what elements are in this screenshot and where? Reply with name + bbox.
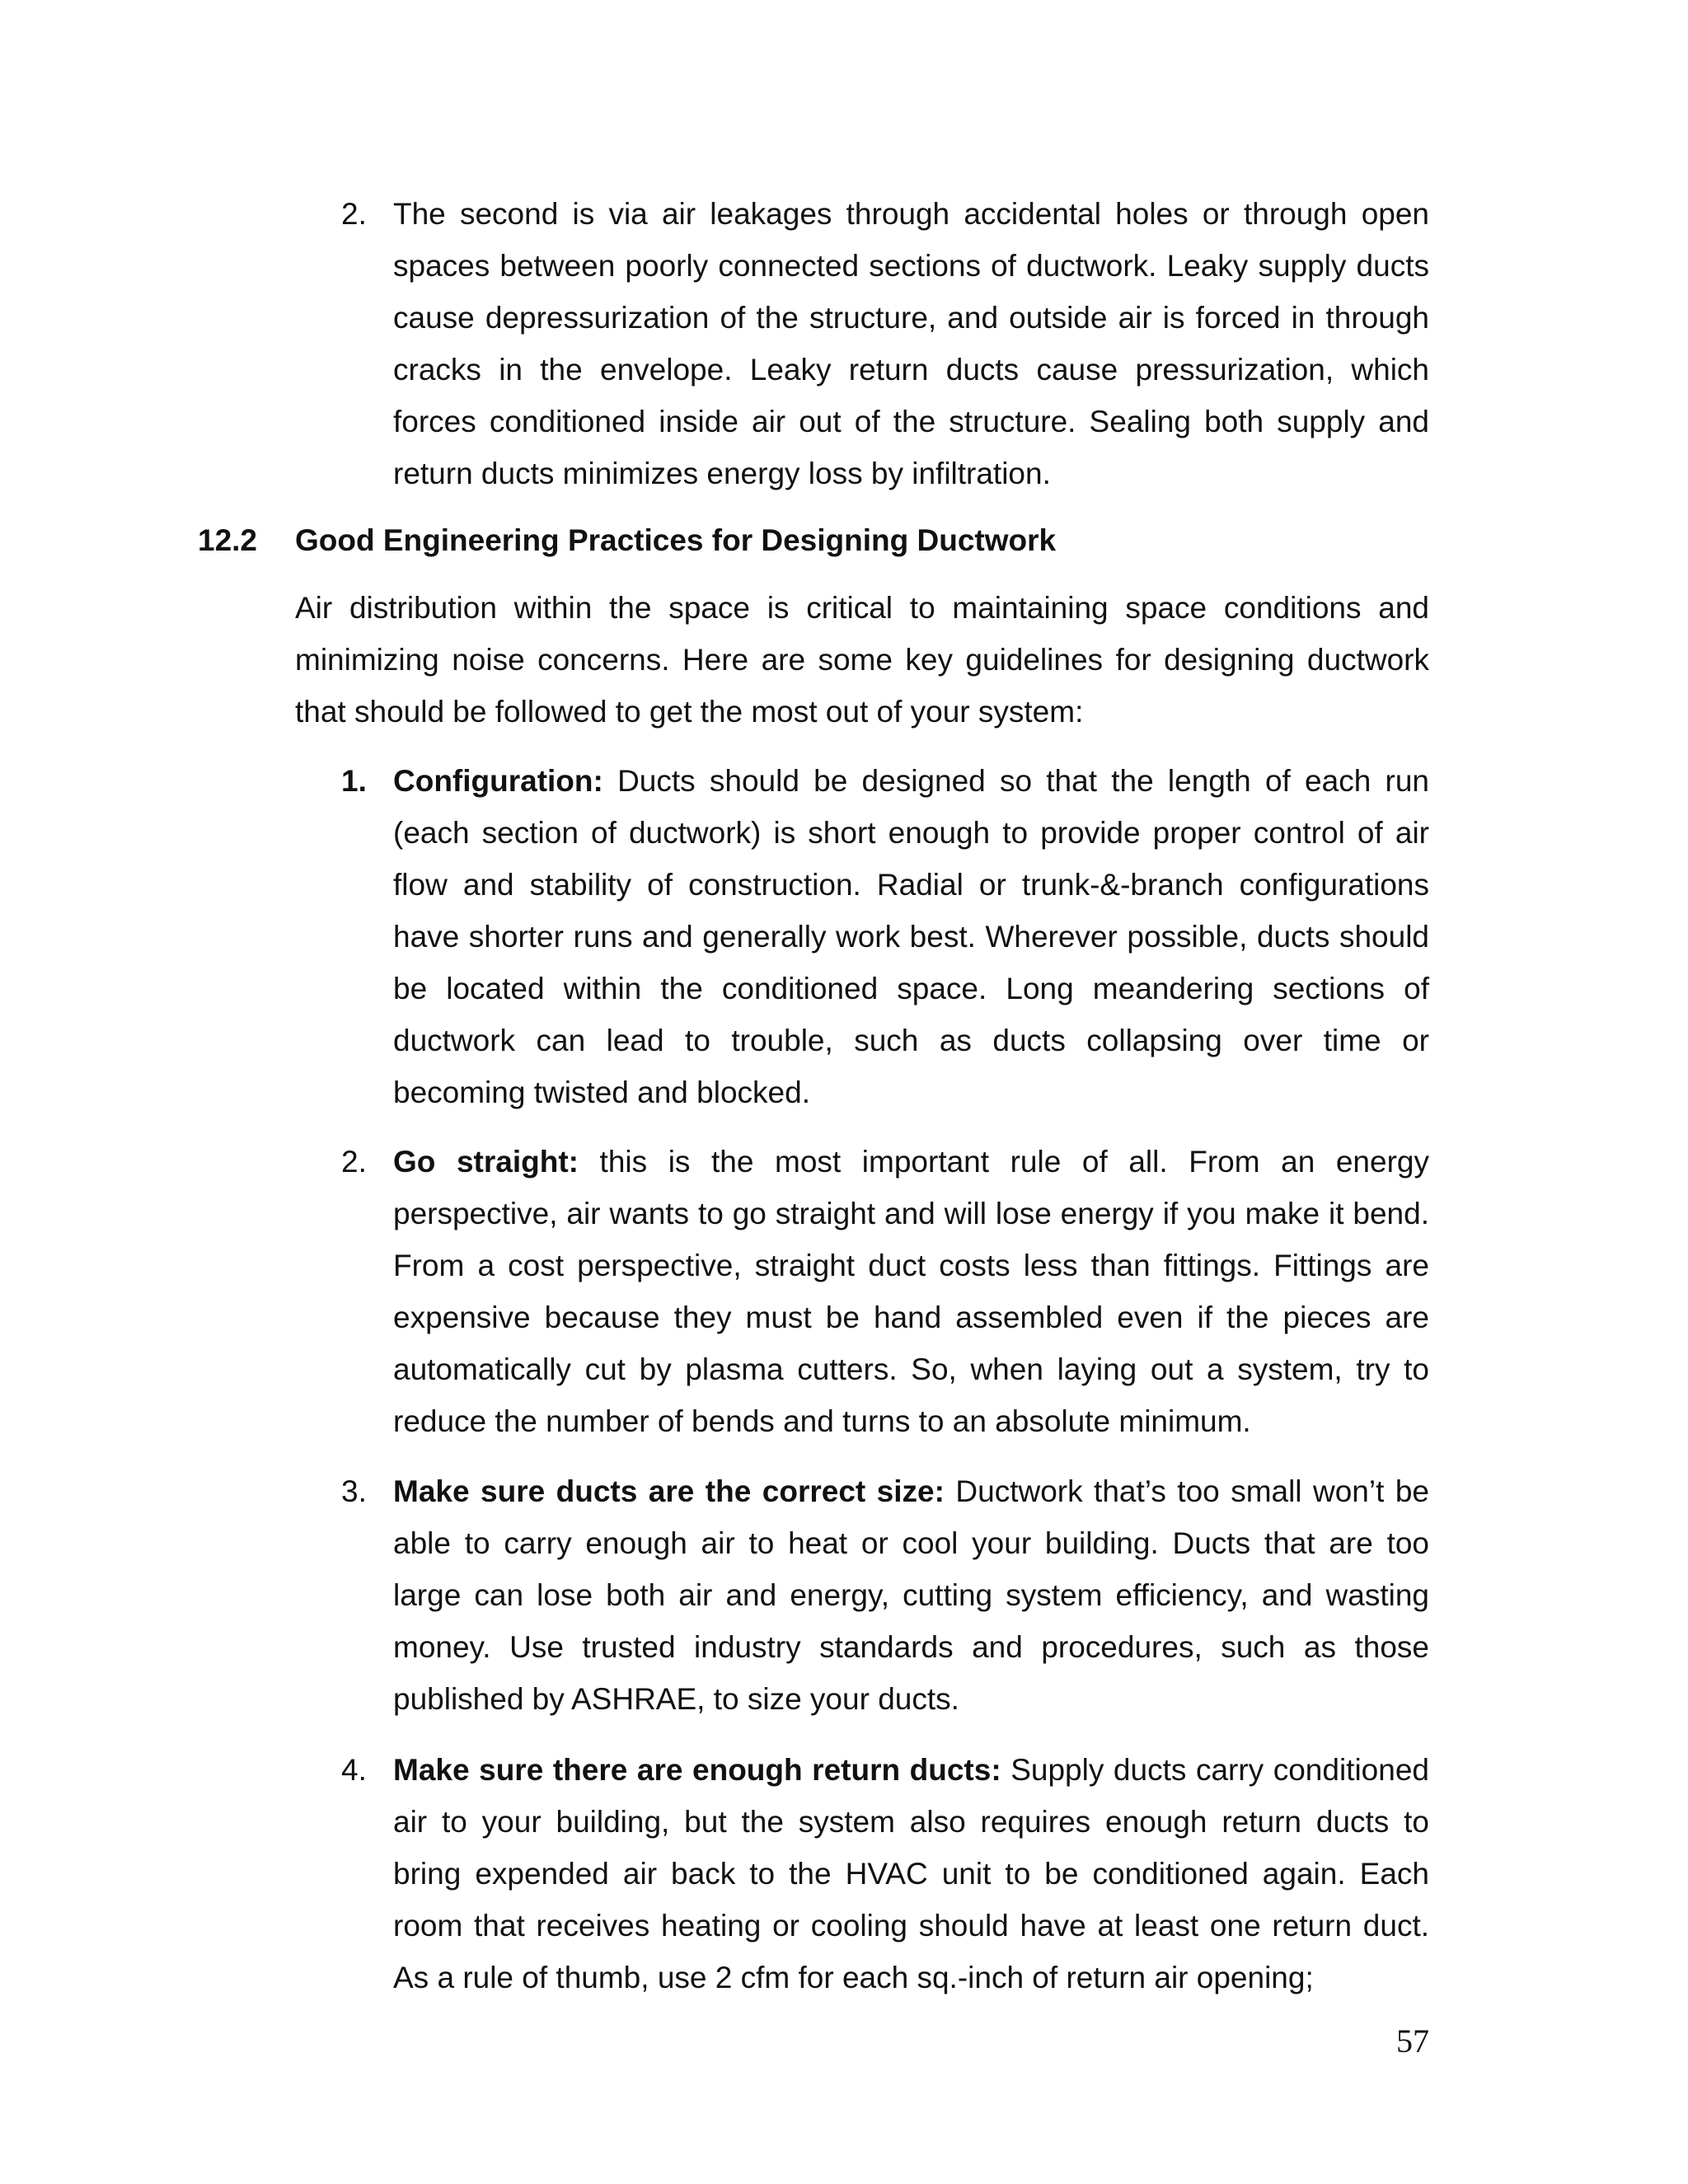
guideline-item bbox=[341, 1465, 1429, 1725]
guideline-title: Make sure ducts are the correct size: bbox=[393, 1474, 945, 1508]
section-intro-paragraph: Air distribution within the space is critical to maintaining space conditions and minimizing noise concerns. Here are some key guidelines for designing ductwork that should be followed to get the most out of your system: bbox=[295, 591, 1429, 729]
guideline-paragraph bbox=[393, 1744, 1429, 2004]
guideline-text: Ducts should be designed so that the length of each run (each section of ductwork) is short enough to provide proper control of air flow and stability of construction. Radial or trunk-&-branch configurations have shorter runs and generally work best. Wherever possible, ducts should be located within the conditioned space. Long meandering sections of ductwork can lead to trouble, such as ducts collapsing over time or becoming twisted and blocked. bbox=[393, 764, 1429, 1109]
guideline-title: Make sure there are enough return ducts: bbox=[393, 1753, 1001, 1787]
guideline-item bbox=[341, 1136, 1429, 1447]
section-title: Good Engineering Practices for Designing Ductwork bbox=[295, 523, 1057, 557]
section-number: 12.2 bbox=[198, 523, 258, 557]
guideline-text: this is the most important rule of all. From an energy perspective, air wants to go straight and will lose energy if you make it bend. From a cost perspective, straight duct costs less than fittings. Fittings are expensive because they must be hand assembled even if the pieces are automatically cut by plasma cutters. So, when laying out a system, try to reduce the number of bends and turns to an absolute minimum. bbox=[393, 1145, 1429, 1438]
list-item-number: 2. bbox=[341, 197, 367, 231]
page-number: 57 bbox=[1396, 2022, 1429, 2060]
guideline-number: 4. bbox=[341, 1753, 367, 1787]
guideline-text: Supply ducts carry conditioned air to your building, but the system also requires enough return ducts to bring expended air back to the HVAC unit to be conditioned again. Each room that receives heating or cooling should have at least one return duct. As a rule of thumb, use 2 cfm for each sq.-inch of return air opening; bbox=[393, 1753, 1429, 1994]
guideline-item bbox=[341, 1744, 1429, 2004]
guideline-paragraph bbox=[393, 755, 1429, 1118]
guideline-paragraph bbox=[393, 1136, 1429, 1447]
guideline-text: Ductwork that’s too small won’t be able to carry enough air to heat or cool your building. Ducts that are too large can lose both air and energy, cutting system efficiency, and wasting money. Use trusted industry standards and procedures, such as those published by ASHRAE, to size your ducts. bbox=[393, 1474, 1429, 1716]
guideline-number: 3. bbox=[341, 1474, 367, 1508]
guideline-number: 2. bbox=[341, 1145, 367, 1179]
list-item-text: The second is via air leakages through accidental holes or through open spaces between poorly connected sections of ductwork. Leaky supply ducts cause depressurization of the structure, and outside air is forced in through cracks in the envelope. Leaky return ducts cause pressurization, which forces conditioned inside air out of the structure. Sealing both supply and return ducts minimizes energy loss by infiltration. bbox=[393, 197, 1429, 490]
leakage-list-item bbox=[341, 188, 1429, 499]
guideline-paragraph bbox=[393, 1465, 1429, 1725]
guideline-title: Go straight: bbox=[393, 1145, 579, 1179]
guideline-number: 1. bbox=[341, 764, 367, 798]
guideline-item bbox=[341, 755, 1429, 1118]
guideline-title: Configuration: bbox=[393, 764, 603, 798]
